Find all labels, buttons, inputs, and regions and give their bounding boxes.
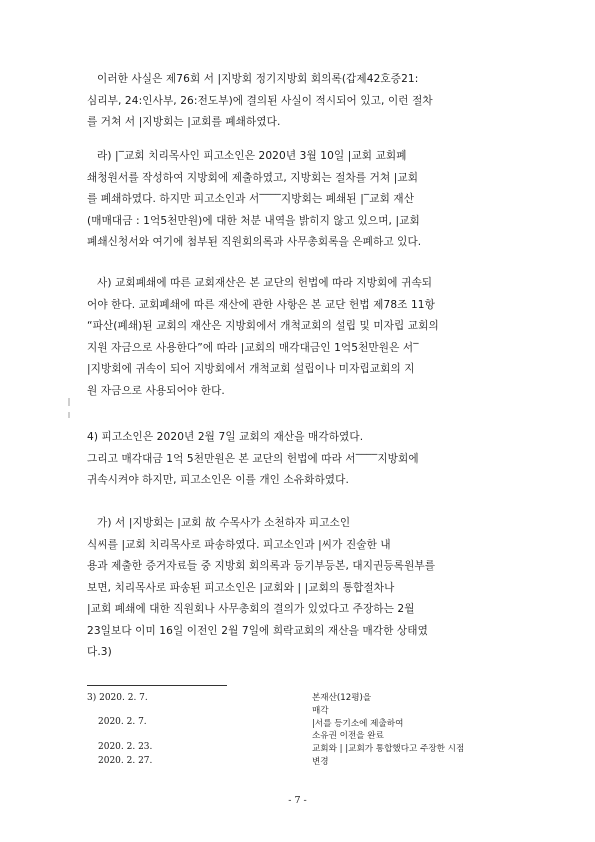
paragraph-1 <box>87 69 517 134</box>
text-line: |지방회에 귀속이 되어 지방회에서 개척교회 설립이나 미자립교회의 지 <box>87 363 415 375</box>
footnote-date: 3) 2020. 2. 7. <box>87 693 148 703</box>
text-line: 이러한 사실은 제76회 서 |지방회 정기지방회 회의록(갑제42호증21: <box>97 73 419 85</box>
text-line: “파산(폐쇄)된 교회의 재산은 지방회에서 개척교회의 설립 및 미자립 교회의 <box>87 320 439 332</box>
text-line: 지원 자금으로 사용한다”에 따라 |교회의 매각대금인 1억5천만원은 서‾ <box>87 341 419 354</box>
text-line: 식씨를 |교회 치리목사로 파송하였다. 피고소인과 |씨가 진술한 내 <box>87 538 391 551</box>
text-line: 가) 서 |지방회는 |교회 故 수목사가 소천하자 피고소인 <box>97 517 351 529</box>
text-line: 쇄청원서를 작성하여 지방회에 제출하였고, 지방회는 절차를 거쳐 |교회 <box>87 171 419 184</box>
footnote-description: 교회와 | |교회가 통합했다고 주장한 시점 <box>312 744 465 754</box>
text-line: 용과 제출한 증거자료들 중 지방회 회의록과 등기부등본, 대지권등록원부를 <box>87 560 436 572</box>
scan-artifact <box>68 412 70 418</box>
footnote-description: 소유권 이전을 완료 <box>312 731 384 741</box>
footnote-divider <box>87 685 227 686</box>
scan-artifact <box>68 398 70 406</box>
text-line: 23일보다 이미 16일 이전인 2월 7일에 희락교회의 재산을 매각한 상태였 <box>87 624 428 637</box>
text-line: 를 거쳐 서 |지방회는 |교회를 폐쇄하였다. <box>87 116 281 128</box>
footnote-description: 매각 <box>312 706 329 716</box>
paragraph-3 <box>87 273 517 402</box>
footnote-date: 2020. 2. 23. <box>98 742 153 752</box>
footnote-date: 2020. 2. 7. <box>98 717 147 727</box>
footnote-description: 변경 <box>312 757 329 767</box>
text-line: 어야 한다. 교회폐쇄에 따른 재산에 관한 사항은 본 교단 헌법 제78조 11항 <box>87 298 435 311</box>
text-line: 그리고 매각대금 1억 5천만원은 본 교단의 헌법에 따라 서‾‾‾‾지방회에 <box>87 452 419 465</box>
page-number: - 7 - <box>288 795 307 806</box>
footnote-description: 본재산(12평)을 <box>312 693 372 703</box>
text-line: 를 폐쇄하였다. 하지만 피고소인과 서‾‾‾‾지방회는 폐쇄된 |‾교회 재산 <box>87 193 415 205</box>
text-line: 4) 피고소인은 2020년 2월 7일 교회의 재산을 매각하였다. <box>87 431 364 443</box>
paragraph-5 <box>87 513 517 664</box>
paragraph-2 <box>87 146 517 254</box>
text-line: |교회 폐쇄에 대한 직원회나 사무총회의 결의가 있었다고 주장하는 2월 <box>87 603 415 615</box>
text-line: (매매대금 : 1억5천만원)에 대한 처분 내역을 밝히지 않고 있으며, |교회 <box>87 214 420 227</box>
footnote-description: |서를 등기소에 제출하여 <box>312 719 404 729</box>
text-line: 라) |‾교회 치리목사인 피고소인은 2020년 3월 10일 |교회 교회폐 <box>97 150 407 162</box>
footnote-date: 2020. 2. 27. <box>98 756 153 766</box>
text-line: 다.3) <box>87 646 112 658</box>
text-line: 사) 교회폐쇄에 따른 교회재산은 본 교단의 헌법에 따라 지방회에 귀속되 <box>97 277 433 289</box>
text-line: 심리부, 24:인사부, 26:전도부)에 결의된 사실이 적시되어 있고, 이런 절차 <box>87 94 433 107</box>
text-line: 폐쇄신청서와 여기에 첨부된 직원회의록과 사무총회록을 은폐하고 있다. <box>87 236 422 248</box>
text-line: 보면, 치리목사로 파송된 피고소인은 |교회와 | |교회의 통합절차나 <box>87 581 395 594</box>
text-line: 귀속시켜야 하지만, 피고소인은 이를 개인 소유화하였다. <box>87 474 349 486</box>
paragraph-4 <box>87 427 517 492</box>
text-line: 원 자금으로 사용되어야 한다. <box>87 384 225 397</box>
